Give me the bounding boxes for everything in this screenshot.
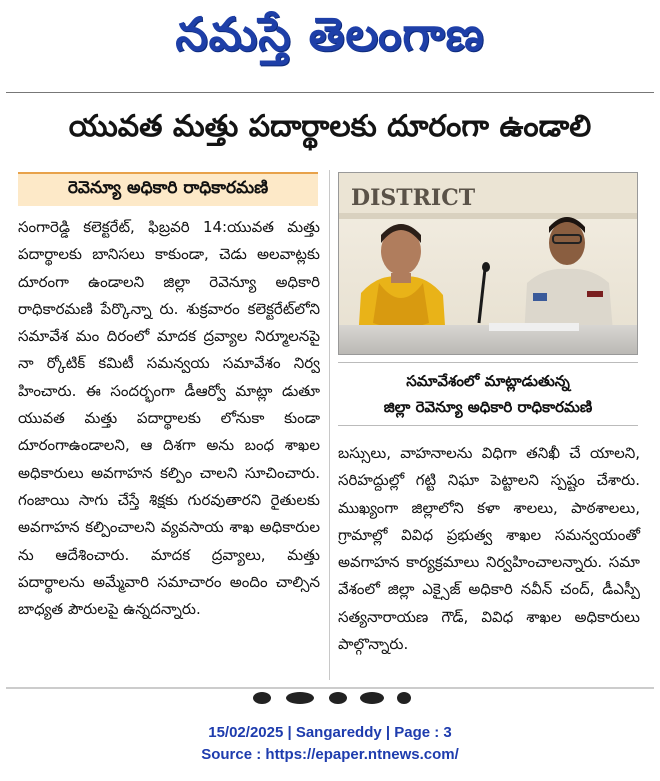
clipping-footer — [0, 714, 660, 774]
article-photo — [338, 172, 638, 355]
article-headline: యువత మత్తు పదార్థాలకు దూరంగా ఉండాలి — [68, 109, 592, 144]
masthead-divider — [6, 92, 654, 93]
source-link[interactable]: Source : https://epaper.ntnews.com/ — [201, 746, 459, 763]
cropped-next-headline-marks — [0, 686, 660, 708]
photo-caption-line1: సమావేశంలో మాట్లాడుతున్న — [406, 372, 570, 390]
newspaper-logo: నమస్తే తెలంగాణ — [175, 7, 485, 61]
article-body-left-column: సంగారెడ్డి కలెక్టరేట్, ఫిబ్రవరి 14:యువత మత్తు పదార్థాలకు బానిసలు కాకుండా, చెడు అలవాట్లకు దూరంగా ఉండాలని జిల్లా రెవెన్యూ అధికారి రాధికారమణి పేర్కొన్నా రు. శుక్రవారం కలెక్టరేట్‌లోని సమావేశ మం దిరంలో మాదక ద్రవ్యాల నిర్మూలనపై నా ర్కోటిక్ కమిటీ సమన్వయ సమావేశం నిర్వ హించారు. ఈ సందర్భంగా డీఆర్వో మాట్లా డుతూ యువత మత్తు పదార్థాలకు లోనుకా కుండా దూరంగాఉండాలని, ఆ దిశగా అను బంధ శాఖల అధికారులు అవగాహన కల్పిం చాలని సూచించారు. గంజాయి సాగు చేస్తే శిక్షకు గురవుతారని రైతులకు అవగాహన కల్పించాలని వ్యవసాయ శాఖ అధికారుల ను ఆదేశించారు. మాదక ద్రవ్యాలు, మత్తు పదార్థాలను అమ్మేవారి సమాచారం అందిం చాల్సిన బాధ్యత పౌరులపై ఉన్నదన్నారు. — [18, 218, 320, 619]
edition-info: 15/02/2025 | Sangareddy | Page : 3 — [208, 724, 452, 741]
next-article-edge — [0, 686, 660, 708]
meeting-photo-illustration — [339, 173, 638, 355]
district-sign-text: DISTRICT — [351, 185, 476, 211]
photo-caption-line2: జిల్లా రెవెన్యూ అధికారి రాధికారమణి — [383, 398, 593, 416]
photo-caption — [338, 362, 638, 426]
article-body-right-column: బస్సులు, వాహనాలను విధిగా తనిఖీ చే యాలని, సరిహద్దుల్లో గట్టి నిఘా పెట్టాలని స్పష్టం చేశారు. ముఖ్యంగా జిల్లాలోని కళా శాలలు, పాఠశాలలు, గ్రామాల్లో వివిధ ప్రభుత్వ శాఖల సమన్వయంతో అవగాహన కార్యక్రమాలు నిర్వహించాలన్నారు. సమా వేశంలో జిల్లా ఎక్సైజ్ అధికారి నవీన్ చంద్, డీఎస్పీ సత్యనారాయణ గౌడ్, వివిధ శాఖల అధికారులు పాల్గొన్నారు. — [338, 444, 640, 654]
masthead — [0, 0, 660, 80]
article-subhead: రెవెన్యూ అధికారి రాధికారమణి — [18, 172, 318, 206]
column-divider — [329, 170, 330, 680]
